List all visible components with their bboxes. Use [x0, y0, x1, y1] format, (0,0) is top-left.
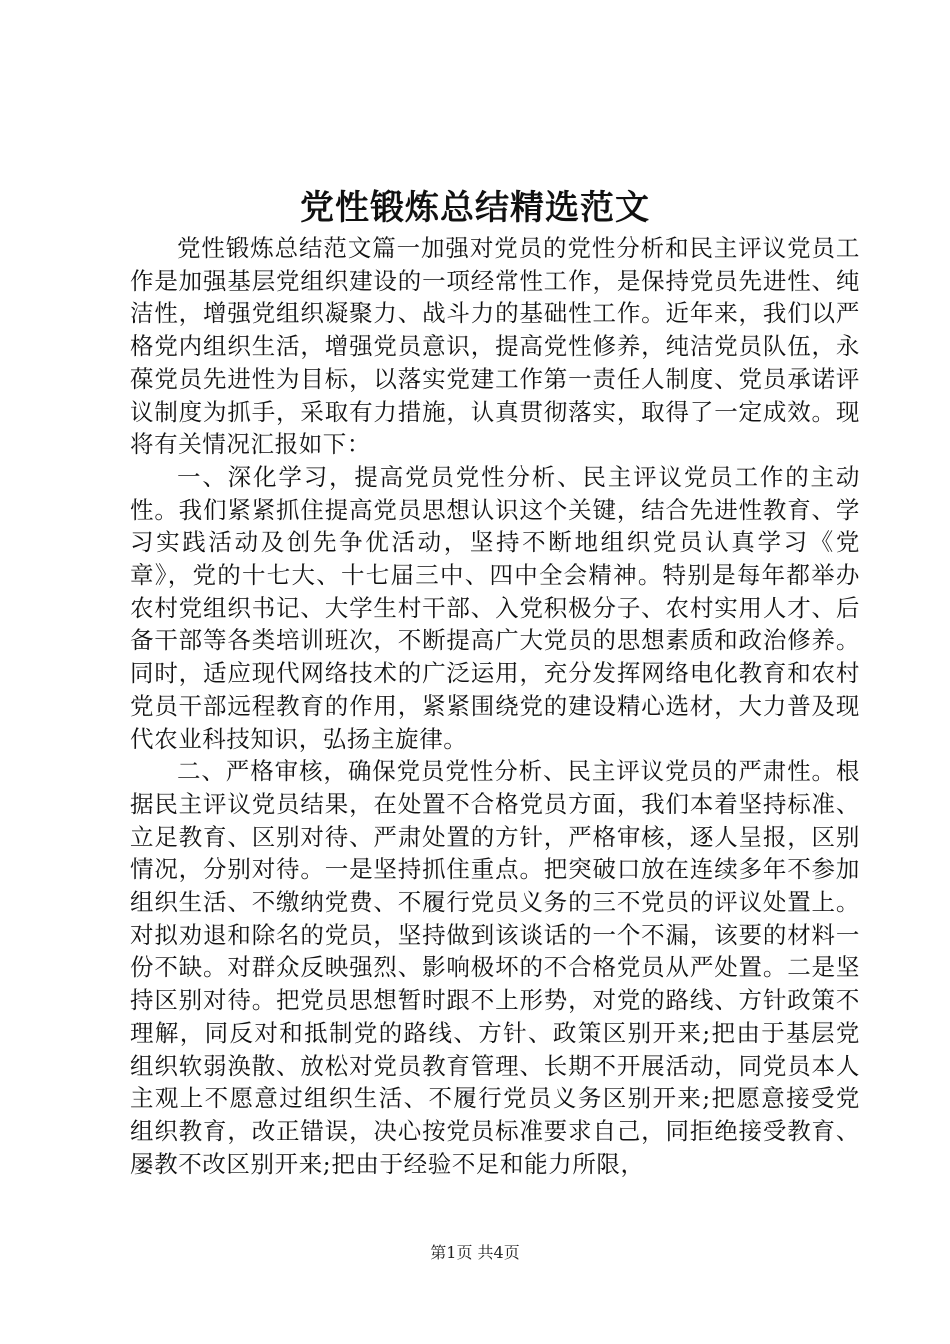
paragraph-intro: 党性锻炼总结范文篇一加强对党员的党性分析和民主评议党员工作是加强基层党组织建设的一项经常性工作，是保持党员先进性、纯洁性，增强党组织凝聚力、战斗力的基础性工作。近年来，我们以严格党内组织生活，增强党员意识，提高党性修养，纯洁党员队伍，永葆党员先进性为目标，以落实党建工作第一责任人制度、党员承诺评议制度为抓手，采取有力措施，认真贯彻落实，取得了一定成效。现将有关情况汇报如下：: [130, 234, 860, 459]
document-title: 党性锻炼总结精选范文: [300, 188, 650, 228]
document-body: [130, 232, 860, 1180]
paragraph-section-1: 一、深化学习，提高党员党性分析、民主评议党员工作的主动性。我们紧紧抓住提高党员思想认识这个关键，结合先进性教育、学习实践活动及创先争优活动，坚持不断地组织党员认真学习《党章》，党的十七大、十七届三中、四中全会精神。特别是每年都举办农村党组织书记、大学生村干部、入党积极分子、农村实用人才、后备干部等各类培训班次，不断提高广大党员的思想素质和政治修养。同时，适应现代网络技术的广泛运用，充分发挥网络电化教育和农村党员干部远程教育的作用，紧紧围绕党的建设精心选材，大力普及现代农业科技知识，弘扬主旋律。: [130, 462, 860, 753]
page-footer: 第1页 共4页: [430, 1243, 520, 1262]
paragraph-section-2: 二、严格审核，确保党员党性分析、民主评议党员的严肃性。根据民主评议党员结果，在处置不合格党员方面，我们本着坚持标准、立足教育、区别对待、严肃处置的方针，严格审核，逐人呈报，区别情况，分别对待。一是坚持抓住重点。把突破口放在连续多年不参加组织生活、不缴纳党费、不履行党员义务的三不党员的评议处置上。对拟劝退和除名的党员，坚持做到该谈话的一个不漏，该要的材料一份不缺。对群众反映强烈、影响极坏的不合格党员从严处置。二是坚持区别对待。把党员思想暂时跟不上形势，对党的路线、方针政策不理解，同反对和抵制党的路线、方针、政策区别开来;把由于基层党组织软弱涣散、放松对党员教育管理、长期不开展活动，同党员本人主观上不愿意过组织生活、不履行党员义务区别开来;把愿意接受党组织教育，改正错误，决心按党员标准要求自己，同拒绝接受教育、屡教不改区别开来;把由于经验不足和能力所限，: [130, 757, 860, 1178]
